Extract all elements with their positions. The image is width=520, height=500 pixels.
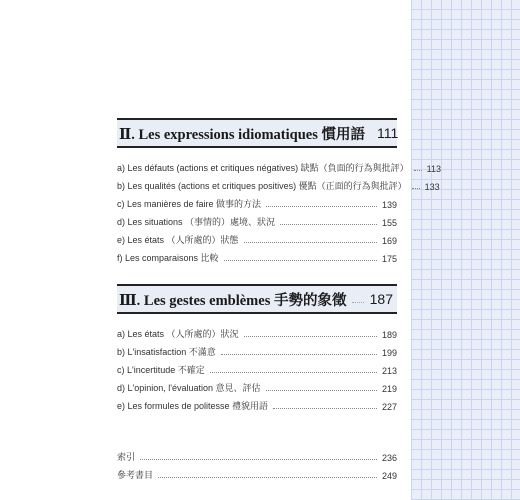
- entry-label: d) L'opinion, l'évaluation 意見、評估: [117, 383, 261, 393]
- entry-label: a) Les états （人所處的）狀況: [117, 329, 239, 339]
- entry-page-number: 219: [381, 384, 397, 394]
- leader-dots: [140, 459, 377, 460]
- toc-entry: [117, 463, 397, 481]
- section-heading: [117, 284, 397, 314]
- toc-entry: [117, 376, 397, 394]
- entry-label: d) Les situations （事情的）處境、狀況: [117, 217, 276, 227]
- entry-label: 參考書目: [117, 470, 154, 480]
- leader-dots: [412, 188, 420, 189]
- entry-page-number: 113: [426, 164, 441, 174]
- section-entries: [117, 156, 441, 264]
- toc-entry: [117, 192, 397, 210]
- leader-dots: [244, 242, 377, 243]
- entry-page-number: 155: [381, 218, 397, 228]
- entry-label: a) Les défauts (actions et critiques négatives) 缺點（負面的行為與批評）: [117, 163, 409, 173]
- toc-entry: [117, 445, 397, 463]
- toc-section-2: [117, 118, 441, 264]
- section-entries: [117, 322, 397, 412]
- toc-entry: [117, 322, 397, 340]
- entry-page-number: 249: [381, 471, 397, 481]
- section-page-number: 111: [377, 125, 399, 141]
- leader-dots: [244, 336, 377, 337]
- entry-page-number: 189: [381, 330, 397, 340]
- toc-entry: [117, 174, 440, 192]
- entry-label: 索引: [117, 452, 136, 462]
- entry-page-number: 213: [381, 366, 397, 376]
- section-page-number: 187: [369, 291, 393, 307]
- leader-dots: [221, 354, 377, 355]
- toc-entry: [117, 394, 397, 412]
- entry-label: b) Les qualités (actions et critiques positives) 優點（正面的行為與批評）: [117, 181, 407, 191]
- toc-back-matter: [117, 445, 397, 481]
- toc-section-3: [117, 284, 397, 412]
- toc-entry: [117, 246, 397, 264]
- entry-label: f) Les comparaisons 比較: [117, 253, 219, 263]
- leader-dots: [414, 170, 422, 171]
- entry-page-number: 133: [424, 182, 440, 192]
- leader-dots: [280, 224, 377, 225]
- entry-label: c) L'incertitude 不確定: [117, 365, 205, 375]
- toc-entry: [117, 340, 397, 358]
- table-of-contents: [117, 118, 441, 481]
- entry-label: e) Les formules de politesse 禮貌用語: [117, 401, 269, 411]
- toc-entry: [117, 228, 397, 246]
- leader-dots: [266, 206, 377, 207]
- entry-page-number: 227: [381, 402, 397, 412]
- entry-page-number: 139: [381, 200, 397, 210]
- toc-entry: [117, 210, 397, 228]
- entry-label: b) L'insatisfaction 不滿意: [117, 347, 216, 357]
- leader-dots: [266, 390, 377, 391]
- section-heading: [117, 118, 397, 148]
- toc-entry: [117, 156, 441, 174]
- entry-label: c) Les manières de faire 做事的方法: [117, 199, 262, 209]
- leader-dots: [352, 302, 363, 303]
- toc-entry: [117, 358, 397, 376]
- entry-label: e) Les états （人所處的）狀態: [117, 235, 239, 245]
- entry-page-number: 175: [381, 254, 397, 264]
- entry-page-number: 236: [381, 453, 397, 463]
- leader-dots: [273, 408, 377, 409]
- leader-dots: [158, 477, 377, 478]
- leader-dots: [224, 260, 377, 261]
- section-title: Ⅲ. Les gestes emblèmes 手勢的象徵: [119, 292, 347, 309]
- entry-page-number: 169: [381, 236, 397, 246]
- grid-paper-strip: [411, 0, 520, 500]
- entry-page-number: 199: [381, 348, 397, 358]
- leader-dots: [210, 372, 377, 373]
- section-title: Ⅱ. Les expressions idiomatiques 慣用語: [119, 126, 365, 143]
